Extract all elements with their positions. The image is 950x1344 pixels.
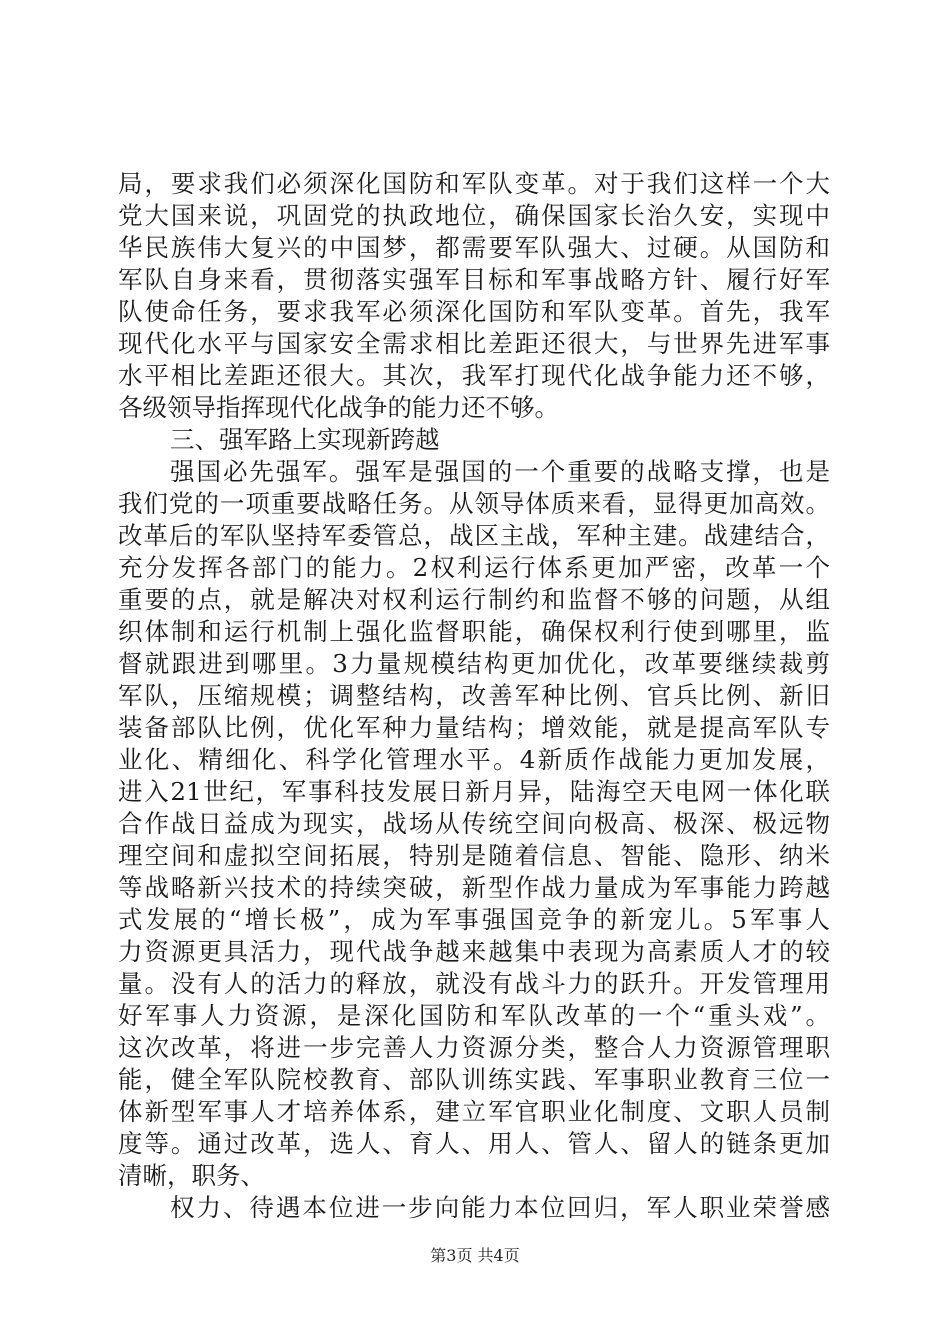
text-line: 华民族伟大复兴的中国梦，都需要军队强大、过硬。从国防和 <box>118 233 830 262</box>
text-line: 充分发挥各部门的能力。2权利运行体系更加严密，改革一个 <box>118 553 830 582</box>
text-line: 强国必先强军。强军是强国的一个重要的战略支撑，也是 <box>170 457 830 486</box>
body-text <box>118 168 830 1224</box>
text-line: 业化、精细化、科学化管理水平。4新质作战能力更加发展， <box>118 745 830 774</box>
text-line: 装备部队比例，优化军种力量结构；增效能，就是提高军队专 <box>118 713 830 742</box>
text-line: 等战略新兴技术的持续突破，新型作战力量成为军事能力跨越 <box>118 873 830 902</box>
text-line: 力资源更具活力，现代战争越来越集中表现为高素质人才的较 <box>118 937 830 966</box>
text-line: 现代化水平与国家安全需求相比差距还很大，与世界先进军事 <box>118 329 830 358</box>
text-line: 量。没有人的活力的释放，就没有战斗力的跃升。开发管理用 <box>118 969 830 998</box>
text-line: 水平相比差距还很大。其次，我军打现代化战争能力还不够， <box>118 361 830 390</box>
text-line: 这次改革，将进一步完善人力资源分类，整合人力资源管理职 <box>118 1033 830 1062</box>
text-line: 改革后的军队坚持军委管总，战区主战，军种主建。战建结合， <box>118 521 830 550</box>
text-line: 党大国来说，巩固党的执政地位，确保国家长治久安，实现中 <box>118 201 830 230</box>
text-line: 理空间和虚拟空间拓展，特别是随着信息、智能、隐形、纳米 <box>118 841 830 870</box>
text-line: 能，健全军队院校教育、部队训练实践、军事职业教育三位一 <box>118 1065 830 1094</box>
page-number-footer: 第3页 共4页 <box>430 1246 520 1265</box>
section-heading: 三、强军路上实现新跨越 <box>170 425 440 454</box>
text-line: 军队自身来看，贯彻落实强军目标和军事战略方针、履行好军 <box>118 265 830 294</box>
text-line: 队使命任务，要求我军必须深化国防和军队变革。首先，我军 <box>118 297 830 326</box>
text-line: 进入21世纪，军事科技发展日新月异，陆海空天电网一体化联 <box>118 777 830 806</box>
text-line: 合作战日益成为现实，战场从传统空间向极高、极深、极远物 <box>118 809 830 838</box>
text-line: 军队，压缩规模；调整结构，改善军种比例、官兵比例、新旧 <box>118 681 830 710</box>
text-line: 权力、待遇本位进一步向能力本位回归，军人职业荣誉感 <box>170 1193 830 1222</box>
text-line: 度等。通过改革，选人、育人、用人、管人、留人的链条更加 <box>118 1129 830 1158</box>
text-line: 式发展的“增长极”，成为军事强国竞争的新宠儿。5军事人 <box>118 905 830 934</box>
text-line: 织体制和运行机制上强化监督职能，确保权利行使到哪里，监 <box>118 617 830 646</box>
text-line: 清晰，职务、 <box>118 1161 265 1190</box>
text-line: 重要的点，就是解决对权利运行制约和监督不够的问题，从组 <box>118 585 830 614</box>
text-line: 体新型军事人才培养体系，建立军官职业化制度、文职人员制 <box>118 1097 830 1126</box>
text-line: 局，要求我们必须深化国防和军队变革。对于我们这样一个大 <box>118 169 830 198</box>
text-line: 我们党的一项重要战略任务。从领导体质来看，显得更加高效。 <box>118 489 830 518</box>
text-line: 各级领导指挥现代化战争的能力还不够。 <box>118 393 559 422</box>
text-line: 好军事人力资源，是深化国防和军队改革的一个“重头戏”。 <box>118 1001 830 1030</box>
text-line: 督就跟进到哪里。3力量规模结构更加优化，改革要继续裁剪 <box>118 649 830 678</box>
